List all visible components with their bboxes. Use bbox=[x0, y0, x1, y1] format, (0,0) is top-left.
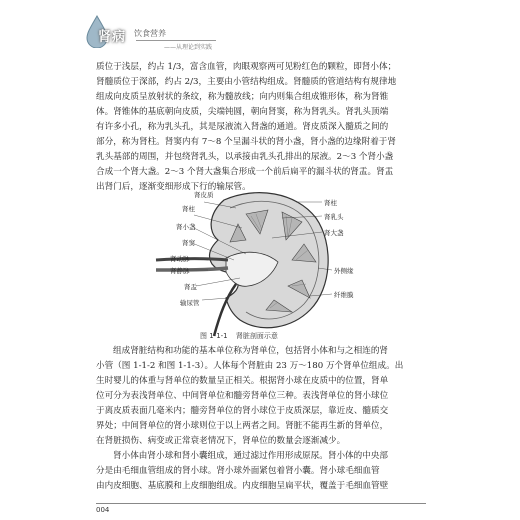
header-title: 肾病 bbox=[98, 30, 127, 45]
text-line: 位可分为表浅肾单位、中间肾单位和髓旁肾单位三种。表浅肾单位的肾小球位 bbox=[96, 391, 389, 401]
label-renal-column-right: 肾柱 bbox=[324, 199, 337, 207]
label-renal-pelvis: 肾盂 bbox=[184, 283, 197, 291]
text-line: 分是由毛细血管组成的肾小球。肾小球外面紧包着肾小囊。肾小球毛细血管 bbox=[96, 466, 380, 476]
figure-caption bbox=[200, 331, 278, 341]
text-line: 生时婴儿的体重与肾单位的数量呈正相关。根据肾小球在皮质中的位置，肾单 bbox=[96, 376, 389, 386]
text-line: 有许多小孔，称为乳头孔，其是尿液流入肾盏的通道。肾皮质深入髓质之间的 bbox=[96, 122, 389, 132]
text-line: 组成肾脏结构和功能的基本单位称为肾单位，包括肾小体和与之相连的肾 bbox=[113, 346, 389, 356]
text-line: 合成一个肾大盏。2～3 个肾大盏集合形成一个前后扁平的漏斗状的肾盂。肾盂 bbox=[96, 167, 394, 177]
label-minor-calyx: 肾小盏 bbox=[176, 223, 196, 231]
label-renal-sinus: 肾窦 bbox=[182, 239, 195, 247]
text-line: 出肾门后，逐渐变细形成下行的输尿管。 bbox=[96, 182, 251, 192]
kidney-illustration bbox=[96, 188, 426, 336]
label-fibrous-capsule: 纤维膜 bbox=[334, 291, 354, 299]
label-major-calyx: 肾大盏 bbox=[324, 229, 344, 237]
text-line: 组成向皮质呈放射状的条纹，称为髓放线；向内则集合组成锥形体，称为肾锥 bbox=[96, 92, 389, 102]
header-tagline: ——从理论到实践 bbox=[164, 44, 213, 51]
figure-caption-text: 肾脏剖面示意 bbox=[235, 332, 278, 340]
text-line: 肾小体由肾小球和肾小囊组成，通过滤过作用形成原尿。肾小体的中央部 bbox=[113, 451, 389, 461]
label-renal-artery: 肾动脉 bbox=[170, 255, 190, 263]
text-line: 在肾脏损伤、病变或正常衰老情况下，肾单位的数量会逐渐减少。 bbox=[96, 436, 346, 446]
text-line: 乳头基部的周围，并包绕肾乳头，以承接由乳头孔排出的尿液。2～3 个肾小盏 bbox=[96, 152, 394, 162]
kidney-figure bbox=[96, 188, 426, 336]
label-renal-column-left: 肾柱 bbox=[182, 205, 195, 213]
figure-caption-number: 图 1-1-1 bbox=[200, 332, 228, 340]
header-subtitle: 饮食营养 bbox=[134, 29, 166, 38]
label-renal-cortex: 肾皮质 bbox=[194, 191, 214, 199]
page-number: 004 bbox=[96, 506, 110, 514]
text-line: 于离皮质表面几毫米内；髓旁肾单位的肾小球位于皮质深层，靠近皮、髓质交 bbox=[96, 406, 389, 416]
top-paragraph bbox=[96, 60, 426, 195]
label-renal-papilla: 肾乳头 bbox=[324, 213, 344, 221]
label-lateral-border: 外侧缘 bbox=[334, 267, 354, 275]
text-line: 由内皮细胞、基底膜和上皮细胞组成。内皮细胞呈扁平状，覆盖于毛细血管壁 bbox=[96, 481, 389, 491]
footer-divider bbox=[96, 503, 426, 504]
text-line: 部分，称为肾柱。肾窦内有 7～8 个呈漏斗状的肾小盏，肾小盏的边缘附着于肾 bbox=[96, 137, 396, 147]
text-line: 体。肾锥体的基底朝向皮质，尖端钝圆，朝向肾窦，称为肾乳头。肾乳头顶端 bbox=[96, 107, 389, 117]
header-divider bbox=[136, 40, 216, 41]
text-line: 小管（图 1-1-2 和图 1-1-3）。人体每个肾脏由 23 万～180 万个肾单位组成。出 bbox=[96, 361, 404, 371]
text-line: 质位于浅层，约占 1/3，富含血管，肉眼观察两可见粉红色的颗粒，即肾小体； bbox=[96, 62, 397, 72]
text-line: 界处；中间肾单位的肾小球则位于以上两者之间。肾脏不能再生新的肾单位， bbox=[96, 421, 389, 431]
label-renal-vein: 肾静脉 bbox=[170, 267, 190, 275]
bottom-paragraph bbox=[96, 344, 426, 494]
page-header bbox=[84, 12, 384, 54]
text-line: 肾髓质位于深部，约占 2/3，主要由小管结构组成。肾髓质的管道结构有规律地 bbox=[96, 77, 397, 87]
label-ureter: 输尿管 bbox=[180, 299, 200, 307]
